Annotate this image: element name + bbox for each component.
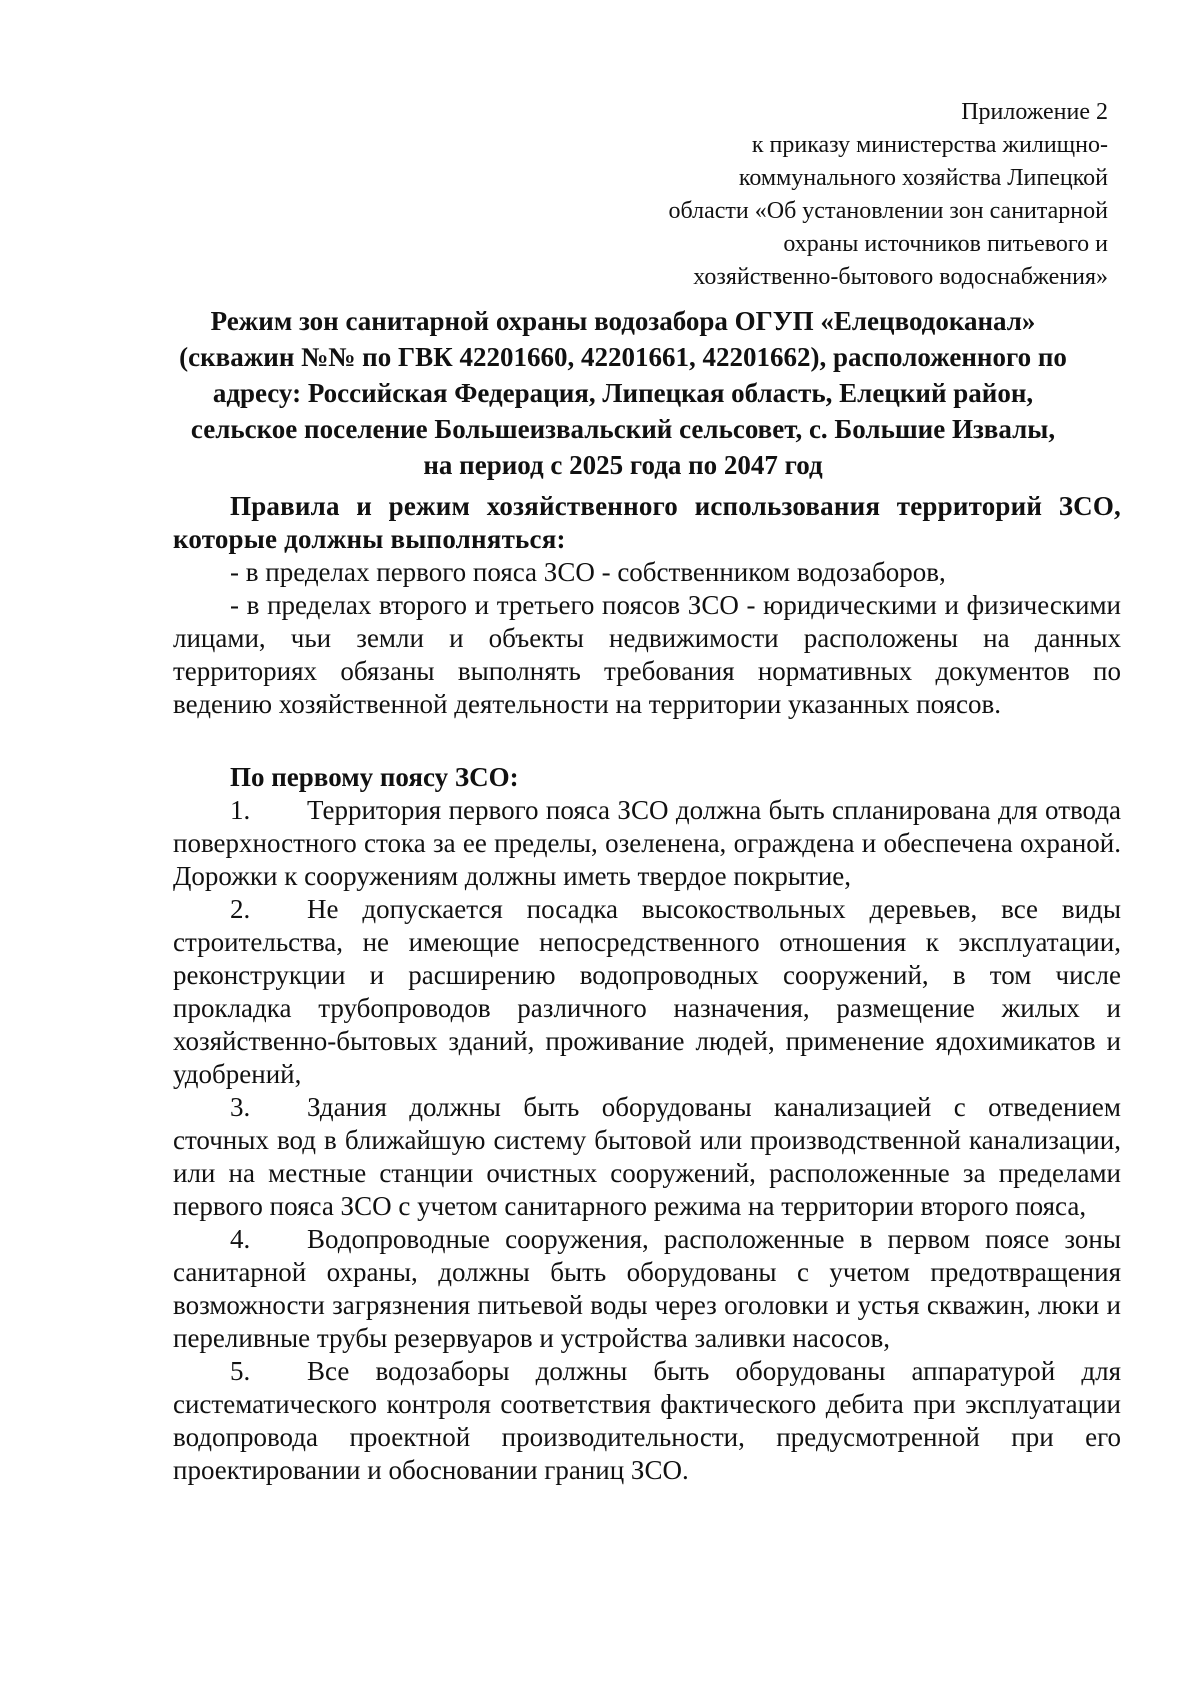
title-line: (скважин №№ по ГВК 42201660, 42201661, 42201662), расположенного по [179, 342, 1067, 372]
first-belt-heading: По первому поясу ЗСО: [230, 762, 519, 792]
title-line: на период с 2025 года по 2047 год [423, 450, 823, 480]
rules-heading: Правила и режим хозяйственного использования территорий ЗСО, которые должны выполняться: [173, 491, 1121, 554]
list-item-text: Не допускается посадка высокоствольных деревьев, все виды строительства, не имеющие непосредственного отношения к эксплуатации, реконструкции и расширению водопроводных сооружений, в том числе прокладка трубопроводов различного назначения, размещение жилых и хозяйственно-бытовых зданий, проживание людей, применение ядохимикатов и удобрений, [173, 894, 1121, 1089]
list-item [173, 1223, 1121, 1355]
list-item [173, 794, 1121, 893]
list-item [173, 1355, 1121, 1487]
list-item-number: 3. [230, 1092, 251, 1122]
document-body [173, 490, 1121, 1487]
list-item-text: Здания должны быть оборудованы канализацией с отведением сточных вод в ближайшую систему бытовой или производственной канализации, или на местные станции очистных сооружений, расположенные за пределами первого пояса ЗСО с учетом санитарного режима на территории второго пояса, [173, 1092, 1121, 1221]
title-line: Режим зон санитарной охраны водозабора ОГУП «Елецводоканал» [210, 306, 1036, 336]
appendix-line: хозяйственно-бытового водоснабжения» [693, 264, 1108, 290]
list-item-text: Все водозаборы должны быть оборудованы аппаратурой для систематического контроля соответствия фактического дебита при эксплуатации водопровода проектной производительности, предусмотренной при его проектировании и обосновании границ ЗСО. [173, 1356, 1121, 1485]
appendix-line: к приказу министерства жилищно- [751, 132, 1108, 158]
list-item-text: Территория первого пояса ЗСО должна быть спланирована для отвода поверхностного стока за ее пределы, озеленена, ограждена и обеспечена охраной. Дорожки к сооружениям должны иметь твердое покрытие, [173, 795, 1121, 891]
rules-bullet-first-belt: - в пределах первого пояса ЗСО - собственником водозаборов, [230, 557, 946, 587]
list-item [173, 893, 1121, 1091]
list-item-number: 1. [230, 795, 251, 825]
document-title [150, 303, 1096, 483]
appendix-line: охраны источников питьевого и [783, 231, 1108, 257]
appendix-line: области «Об установлении зон санитарной [668, 198, 1108, 224]
title-line: адресу: Российская Федерация, Липецкая область, Елецкий район, [212, 378, 1034, 408]
appendix-note [548, 96, 1108, 294]
rules-bullet-second-third-belt: - в пределах второго и третьего поясов ЗСО - юридическими и физическими лицами, чьи земли и объекты недвижимости расположены на данных территориях обязаны выполнять требования нормативных документов по ведению хозяйственной деятельности на территории указанных поясов. [173, 590, 1121, 719]
list-item-number: 4. [230, 1224, 251, 1254]
appendix-line: коммунального хозяйства Липецкой [738, 165, 1108, 191]
list-item-number: 2. [230, 894, 251, 924]
list-item [173, 1091, 1121, 1223]
list-item-number: 5. [230, 1356, 251, 1386]
title-line: сельское поселение Большеизвальский сельсовет, с. Большие Извалы, [190, 414, 1056, 444]
appendix-line: Приложение 2 [961, 99, 1108, 125]
list-item-text: Водопроводные сооружения, расположенные в первом поясе зоны санитарной охраны, должны быть оборудованы с учетом предотвращения возможности загрязнения питьевой воды через оголовки и устья скважин, люки и переливные трубы резервуаров и устройства заливки насосов, [173, 1224, 1121, 1353]
